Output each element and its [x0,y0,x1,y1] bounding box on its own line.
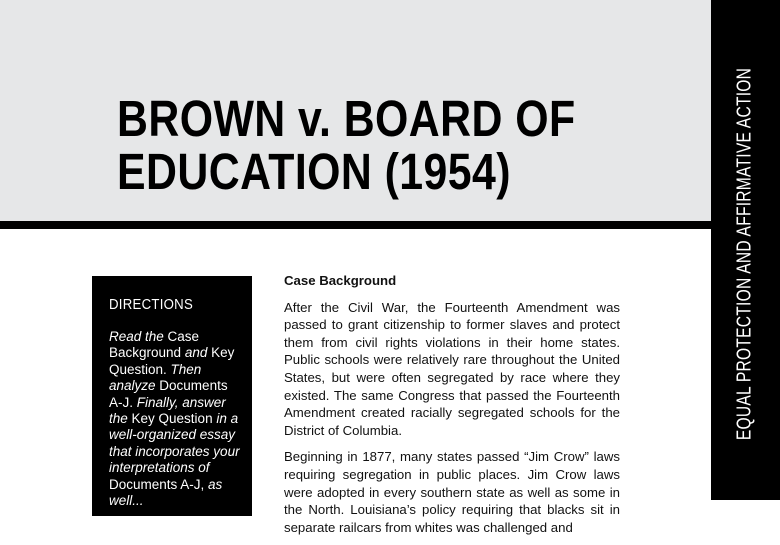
directions-segment: as well... [109,476,223,509]
title-line-2: EDUCATION (1954) [117,143,511,200]
directions-segment: Case Background [109,329,200,361]
paragraph: Beginning in 1877, many states passed “Jim Crow” laws requiring segregation in public places. Jim Crow laws were adopted in every southern state as well as some in the North. Louisiana’s policy requiring that blacks sit in separate railcars from whites was challenged and [284,449,620,535]
case-background-heading: Case Background [284,273,397,288]
paragraph: After the Civil War, the Fourteenth Amendment was passed to grant citizenship to former slaves and protect them from civil rights violations in their home states. Public schools were relatively rare throughout the United States, but were often segregated by race where they existed. The same Congress that passed the Fourteenth Amendment created racially segregated schools for the District of Columbia. [284,299,620,438]
directions-segment: Then analyze [109,361,202,394]
directions-segment: Finally, answer the [109,394,226,427]
directions-segment: Documents A-J, [109,476,205,492]
directions-segment: Key Question [131,411,213,427]
directions-box [92,276,252,516]
title-divider [0,221,711,229]
directions-text [109,329,242,509]
section-label: EQUAL PROTECTION AND AFFIRMATIVE ACTION [733,67,756,441]
directions-heading: DIRECTIONS [109,296,194,313]
directions-segment: and [181,345,212,361]
page-title [117,92,576,198]
title-line-1: BROWN v. BOARD OF [117,90,576,147]
case-background [284,272,620,545]
directions-segment: Documents A-J. [109,378,228,410]
directions-segment: Read the [109,329,168,344]
directions-segment: Key Question. [109,345,235,377]
directions-segment: in a well-organized essay that incorporates your interpretations of [109,411,240,476]
